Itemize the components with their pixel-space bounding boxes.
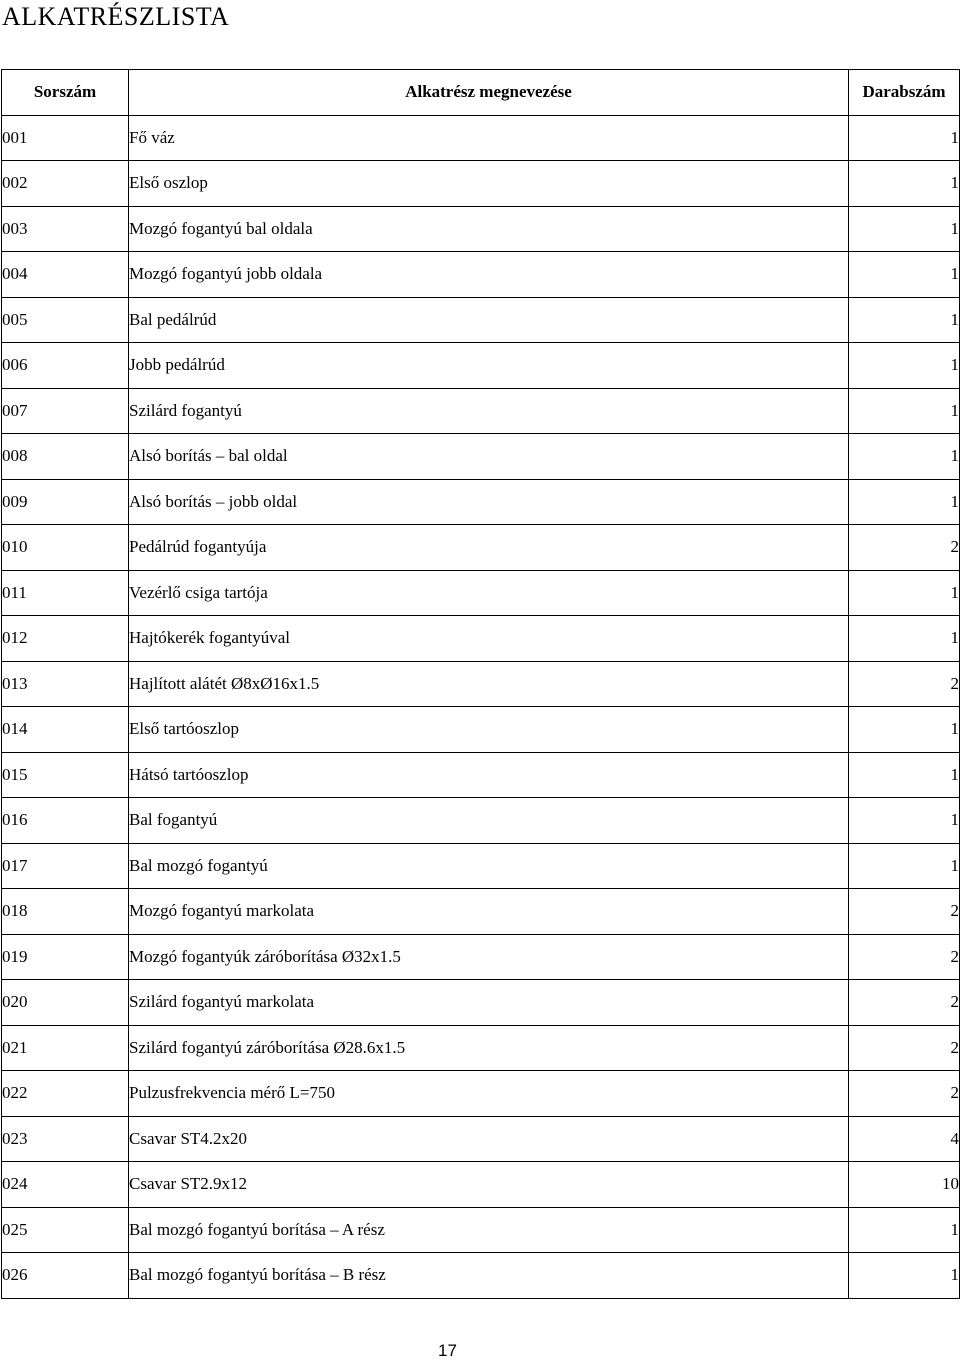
part-name-cell: Mozgó fogantyúk záróborítása Ø32x1.5 <box>129 934 849 980</box>
part-name-cell: Bal pedálrúd <box>129 297 849 343</box>
part-number-cell: 014 <box>2 707 129 753</box>
part-name-cell: Mozgó fogantyú jobb oldala <box>129 252 849 298</box>
header-row <box>2 70 960 116</box>
part-number-cell: 022 <box>2 1071 129 1117</box>
part-quantity-cell: 2 <box>849 661 960 707</box>
part-name-cell: Első oszlop <box>129 161 849 207</box>
part-number-cell: 005 <box>2 297 129 343</box>
part-quantity-cell: 1 <box>849 161 960 207</box>
part-name-cell: Szilárd fogantyú záróborítása Ø28.6x1.5 <box>129 1025 849 1071</box>
part-number-cell: 025 <box>2 1207 129 1253</box>
table-row <box>2 115 960 161</box>
part-name-cell: Bal fogantyú <box>129 798 849 844</box>
table-row <box>2 434 960 480</box>
part-quantity-cell: 1 <box>849 1207 960 1253</box>
part-quantity-cell: 10 <box>849 1162 960 1208</box>
table-row <box>2 1116 960 1162</box>
table-row <box>2 161 960 207</box>
part-name-cell: Csavar ST4.2x20 <box>129 1116 849 1162</box>
table-row <box>2 525 960 571</box>
table-row <box>2 798 960 844</box>
table-row <box>2 707 960 753</box>
part-name-cell: Hátsó tartóoszlop <box>129 752 849 798</box>
part-number-cell: 011 <box>2 570 129 616</box>
part-number-cell: 020 <box>2 980 129 1026</box>
part-number-cell: 007 <box>2 388 129 434</box>
part-quantity-cell: 4 <box>849 1116 960 1162</box>
part-quantity-cell: 1 <box>849 843 960 889</box>
table-row <box>2 1253 960 1299</box>
part-quantity-cell: 2 <box>849 889 960 935</box>
part-quantity-cell: 1 <box>849 479 960 525</box>
part-name-cell: Csavar ST2.9x12 <box>129 1162 849 1208</box>
part-quantity-cell: 1 <box>849 434 960 480</box>
part-name-cell: Bal mozgó fogantyú <box>129 843 849 889</box>
part-quantity-cell: 1 <box>849 388 960 434</box>
part-quantity-cell: 1 <box>849 115 960 161</box>
part-number-cell: 015 <box>2 752 129 798</box>
part-quantity-cell: 1 <box>849 752 960 798</box>
part-quantity-cell: 2 <box>849 980 960 1026</box>
part-quantity-cell: 1 <box>849 297 960 343</box>
part-quantity-cell: 2 <box>849 934 960 980</box>
part-name-cell: Alsó borítás – jobb oldal <box>129 479 849 525</box>
table-row <box>2 934 960 980</box>
table-row <box>2 661 960 707</box>
part-quantity-cell: 1 <box>849 616 960 662</box>
table-row <box>2 570 960 616</box>
table-row <box>2 616 960 662</box>
part-number-cell: 016 <box>2 798 129 844</box>
table-row <box>2 1207 960 1253</box>
part-number-cell: 019 <box>2 934 129 980</box>
part-name-cell: Pedálrúd fogantyúja <box>129 525 849 571</box>
part-number-cell: 008 <box>2 434 129 480</box>
table-row <box>2 206 960 252</box>
table-body <box>2 115 960 1298</box>
part-name-cell: Bal mozgó fogantyú borítása – B rész <box>129 1253 849 1299</box>
part-number-cell: 009 <box>2 479 129 525</box>
table-row <box>2 1025 960 1071</box>
table-header <box>2 70 960 116</box>
part-number-cell: 012 <box>2 616 129 662</box>
part-number-cell: 017 <box>2 843 129 889</box>
part-number-cell: 010 <box>2 525 129 571</box>
part-number-cell: 001 <box>2 115 129 161</box>
header-name: Alkatrész megnevezése <box>129 70 849 116</box>
part-quantity-cell: 2 <box>849 1071 960 1117</box>
table-row <box>2 1162 960 1208</box>
table-row <box>2 479 960 525</box>
table-row <box>2 889 960 935</box>
part-quantity-cell: 2 <box>849 1025 960 1071</box>
table-row <box>2 843 960 889</box>
part-name-cell: Hajtókerék fogantyúval <box>129 616 849 662</box>
part-quantity-cell: 1 <box>849 206 960 252</box>
part-number-cell: 018 <box>2 889 129 935</box>
part-name-cell: Pulzusfrekvencia mérő L=750 <box>129 1071 849 1117</box>
page-number: 17 <box>438 1341 457 1360</box>
part-quantity-cell: 1 <box>849 1253 960 1299</box>
table-row <box>2 980 960 1026</box>
part-quantity-cell: 1 <box>849 252 960 298</box>
part-number-cell: 006 <box>2 343 129 389</box>
part-number-cell: 023 <box>2 1116 129 1162</box>
part-quantity-cell: 1 <box>849 570 960 616</box>
part-number-cell: 013 <box>2 661 129 707</box>
part-number-cell: 002 <box>2 161 129 207</box>
parts-list-table <box>1 69 960 1299</box>
table-row <box>2 1071 960 1117</box>
part-name-cell: Szilárd fogantyú markolata <box>129 980 849 1026</box>
part-quantity-cell: 1 <box>849 798 960 844</box>
part-number-cell: 004 <box>2 252 129 298</box>
part-name-cell: Mozgó fogantyú bal oldala <box>129 206 849 252</box>
part-name-cell: Mozgó fogantyú markolata <box>129 889 849 935</box>
header-number: Sorszám <box>2 70 129 116</box>
document-title: ALKATRÉSZLISTA <box>2 2 230 31</box>
table-row <box>2 388 960 434</box>
part-name-cell: Vezérlő csiga tartója <box>129 570 849 616</box>
part-name-cell: Jobb pedálrúd <box>129 343 849 389</box>
table-row <box>2 752 960 798</box>
part-name-cell: Bal mozgó fogantyú borítása – A rész <box>129 1207 849 1253</box>
part-name-cell: Szilárd fogantyú <box>129 388 849 434</box>
part-name-cell: Alsó borítás – bal oldal <box>129 434 849 480</box>
header-quantity: Darabszám <box>849 70 960 116</box>
part-name-cell: Fő váz <box>129 115 849 161</box>
part-quantity-cell: 2 <box>849 525 960 571</box>
table-row <box>2 343 960 389</box>
part-number-cell: 021 <box>2 1025 129 1071</box>
part-name-cell: Hajlított alátét Ø8xØ16x1.5 <box>129 661 849 707</box>
part-quantity-cell: 1 <box>849 707 960 753</box>
table-row <box>2 297 960 343</box>
part-number-cell: 003 <box>2 206 129 252</box>
part-number-cell: 024 <box>2 1162 129 1208</box>
part-name-cell: Első tartóoszlop <box>129 707 849 753</box>
part-number-cell: 026 <box>2 1253 129 1299</box>
table-row <box>2 252 960 298</box>
part-quantity-cell: 1 <box>849 343 960 389</box>
